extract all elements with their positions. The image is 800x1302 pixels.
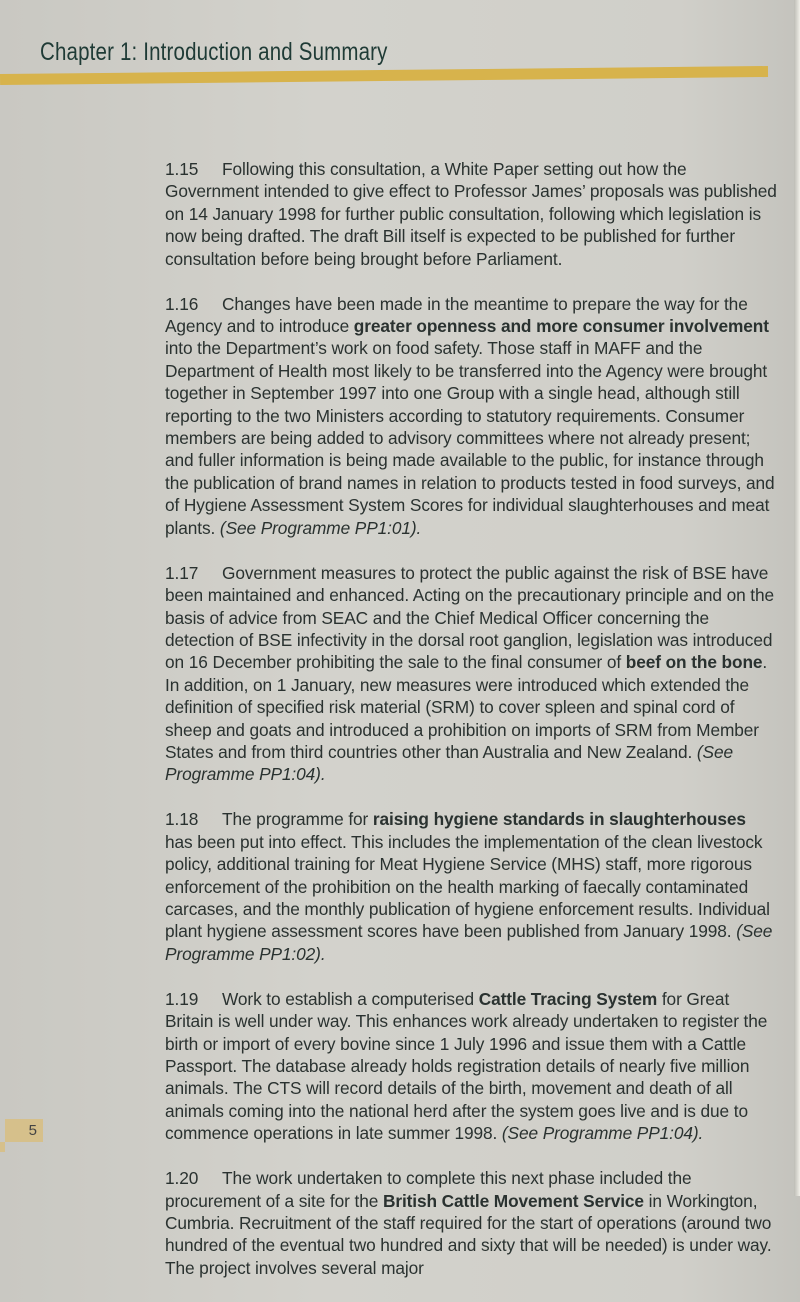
paragraph-text: has been put into effect. This includes the implementation of the clean livestock policy, additional training for Meat Hygiene Service (MHS) staff, more rigorous enforcement of the prohibition on the health marking of faecally contaminated carcases, and the monthly publication of hygiene enforcement results. Individual plant hygiene assessment scores have been published from January 1998. [165,831,770,942]
header-rule [0,66,768,85]
programme-reference: (See Programme PP1:04). [501,1123,704,1144]
paragraph-1-18 [165,808,777,965]
paragraph-1-20 [165,1167,777,1279]
paragraph-text: Government measures to protect the public against the risk of BSE have been maintained and enhanced. Acting on the precautionary principle and on the basis of advice from SEAC and the Chief Medical Officer concerning the detection of BSE infectivity in the dorsal root ganglion, legislation was introduced on 16 December prohibiting the sale to the final consumer of [165,562,775,673]
paragraph-number: 1.18 [165,809,199,830]
programme-reference: (See Programme PP1:02). [165,921,773,964]
paragraph-text: Work to establish a computerised [222,988,479,1009]
programme-reference: (See Programme PP1:04). [165,741,734,785]
page-number: 5 [5,1119,43,1142]
programme-reference: (See Programme PP1:01). [219,517,422,538]
paragraph-number: 1.19 [165,988,199,1009]
paragraph-text: The programme for [222,809,373,830]
paragraph-text: . In addition, on 1 January, new measures were introduced which extended the definition of specified risk material (SRM) to cover spleen and spinal cord of sheep and goats and introduced a prohibition on imports of SRM from Member States and from third countries other than Australia and New Zealand. [165,652,768,762]
chapter-header: Chapter 1: Introduction and Summary [40,38,388,66]
page-edge [794,0,800,1196]
paragraph-text: in Workington, Cumbria. Recruitment of the staff required for the start of operations (around two hundred of the eventual two hundred and sixty that will be needed) is under way. The project involves several major [165,1190,772,1278]
paragraph-number: 1.15 [165,159,199,179]
paragraph-text: Following this consultation, a White Paper setting out how the Government intended to give effect to Professor James’ proposals was published on 14 January 1998 for further public consultation, following which legislation is now being drafted. The draft Bill itself is expected to be published for further consultation before being brought before Parliament. [165,159,777,269]
paragraph-text: Changes have been made in the meantime to prepare the way for the Agency and to introduce [165,293,748,337]
paragraph-1-19 [165,988,777,1145]
bold-emphasis: greater openness and more consumer involvement [353,316,769,337]
paragraph-text: into the Department’s work on food safety. Those staff in MAFF and the Department of Health most likely to be transferred into the Agency were brought together in September 1997 into one Group with a single head, although still reporting to the two Ministers according to statutory requirements. Consumer members are being added to advisory committees where not already present; and fuller information is being made available to the public, for instance through the publication of brand names in relation to products tested in food surveys, and of Hygiene Assessment System Scores for individual slaughterhouses and meat plants. [165,338,775,538]
bold-emphasis: beef on the bone [625,652,763,673]
bold-emphasis: Cattle Tracing System [478,988,658,1009]
document-body [165,158,777,1302]
paragraph-1-17 [165,562,777,786]
paragraph-text: for Great Britain is well under way. This enhances work already undertaken to register the birth or import of every bovine since 1 July 1996 and issue them with a Cattle Passport. The database already holds registration details of nearly five million animals. The CTS will record details of the birth, movement and death of all animals coming into the national herd after the system goes live and is due to commence operations in late summer 1998. [165,988,768,1144]
paragraph-1-16 [165,293,777,539]
paragraph-1-15 [165,158,777,270]
page-tab-decoration [0,1142,5,1152]
bold-emphasis: British Cattle Movement Service [382,1190,644,1211]
bold-emphasis: raising hygiene standards in slaughterhouses [372,809,746,830]
paragraph-number: 1.17 [165,562,199,583]
paragraph-text: The work undertaken to complete this next phase included the procurement of a site for the [165,1168,692,1211]
paragraph-number: 1.20 [165,1168,199,1189]
paragraph-number: 1.16 [165,293,199,314]
